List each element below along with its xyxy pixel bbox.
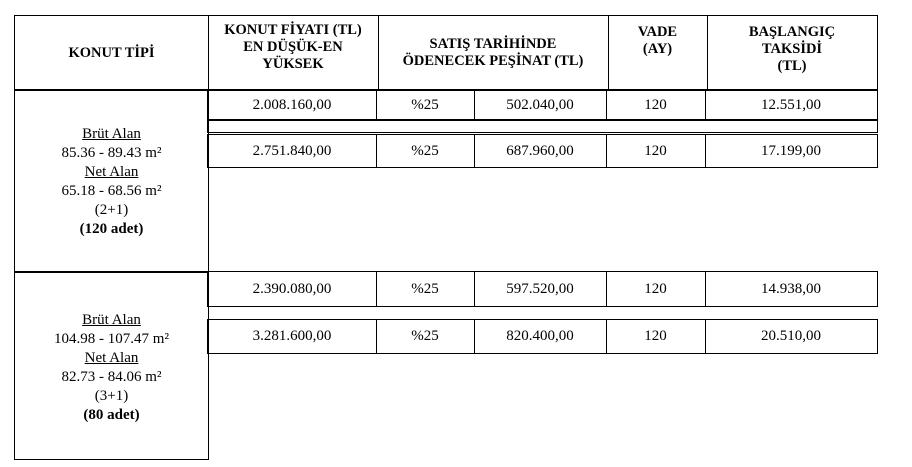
room-layout: (2+1) — [94, 202, 129, 218]
price-cell: 2.390.080,00 — [252, 280, 332, 297]
header-baslangic-taksidi: BAŞLANGIÇ TAKSİDİ (TL) — [748, 24, 836, 74]
header-pesinat: SATIŞ TARİHİNDE ÖDENECEK PEŞİNAT (TL) — [402, 36, 584, 69]
room-layout: (3+1) — [94, 388, 129, 404]
term-cell: 120 — [644, 142, 667, 159]
brut-alan-label: Brüt Alan — [82, 312, 141, 328]
installment-cell: 20.510,00 — [761, 328, 821, 344]
unit-count: (80 adet) — [83, 407, 140, 423]
down-payment-cell: 820.400,00 — [506, 328, 574, 344]
percent-cell: %25 — [411, 96, 439, 113]
price-cell: 3.281.600,00 — [252, 328, 332, 344]
price-cell: 2.008.160,00 — [252, 96, 332, 113]
percent-cell: %25 — [411, 280, 439, 297]
brut-alan-label: Brüt Alan — [82, 126, 141, 142]
price-cell: 2.751.840,00 — [252, 142, 332, 159]
table-row — [207, 319, 878, 354]
term-cell: 120 — [644, 328, 667, 344]
header-konut-fiyati: KONUT FİYATI (TL) EN DÜŞÜK-EN YÜKSEK — [224, 22, 362, 72]
net-alan-label: Net Alan — [84, 164, 139, 180]
table-header-row — [14, 15, 878, 91]
header-konut-tipi: KONUT TİPİ — [68, 44, 155, 61]
percent-cell: %25 — [411, 328, 439, 344]
row-separator — [207, 119, 878, 133]
net-alan-label: Net Alan — [84, 350, 139, 366]
percent-cell: %25 — [411, 142, 439, 159]
table-row — [207, 134, 878, 168]
term-cell: 120 — [644, 96, 667, 113]
header-vade: VADE (AY) — [637, 24, 678, 57]
installment-cell: 17.199,00 — [761, 142, 821, 159]
term-cell: 120 — [644, 280, 667, 297]
konut-tipi-cell — [14, 271, 209, 460]
brut-alan-value: 104.98 - 107.47 m² — [54, 331, 169, 347]
konut-tipi-details — [15, 311, 208, 425]
down-payment-cell: 502.040,00 — [506, 96, 574, 113]
down-payment-cell: 687.960,00 — [506, 142, 574, 159]
installment-cell: 14.938,00 — [761, 280, 821, 297]
net-alan-value: 82.73 - 84.06 m² — [61, 369, 162, 385]
konut-tipi-details — [15, 125, 208, 239]
unit-count: (120 adet) — [79, 221, 144, 237]
installment-cell: 12.551,00 — [761, 96, 821, 113]
net-alan-value: 65.18 - 68.56 m² — [61, 183, 162, 199]
table-row — [207, 271, 878, 307]
brut-alan-value: 85.36 - 89.43 m² — [61, 145, 162, 161]
table-row — [207, 89, 878, 121]
down-payment-cell: 597.520,00 — [506, 280, 574, 297]
konut-tipi-cell — [14, 89, 209, 273]
